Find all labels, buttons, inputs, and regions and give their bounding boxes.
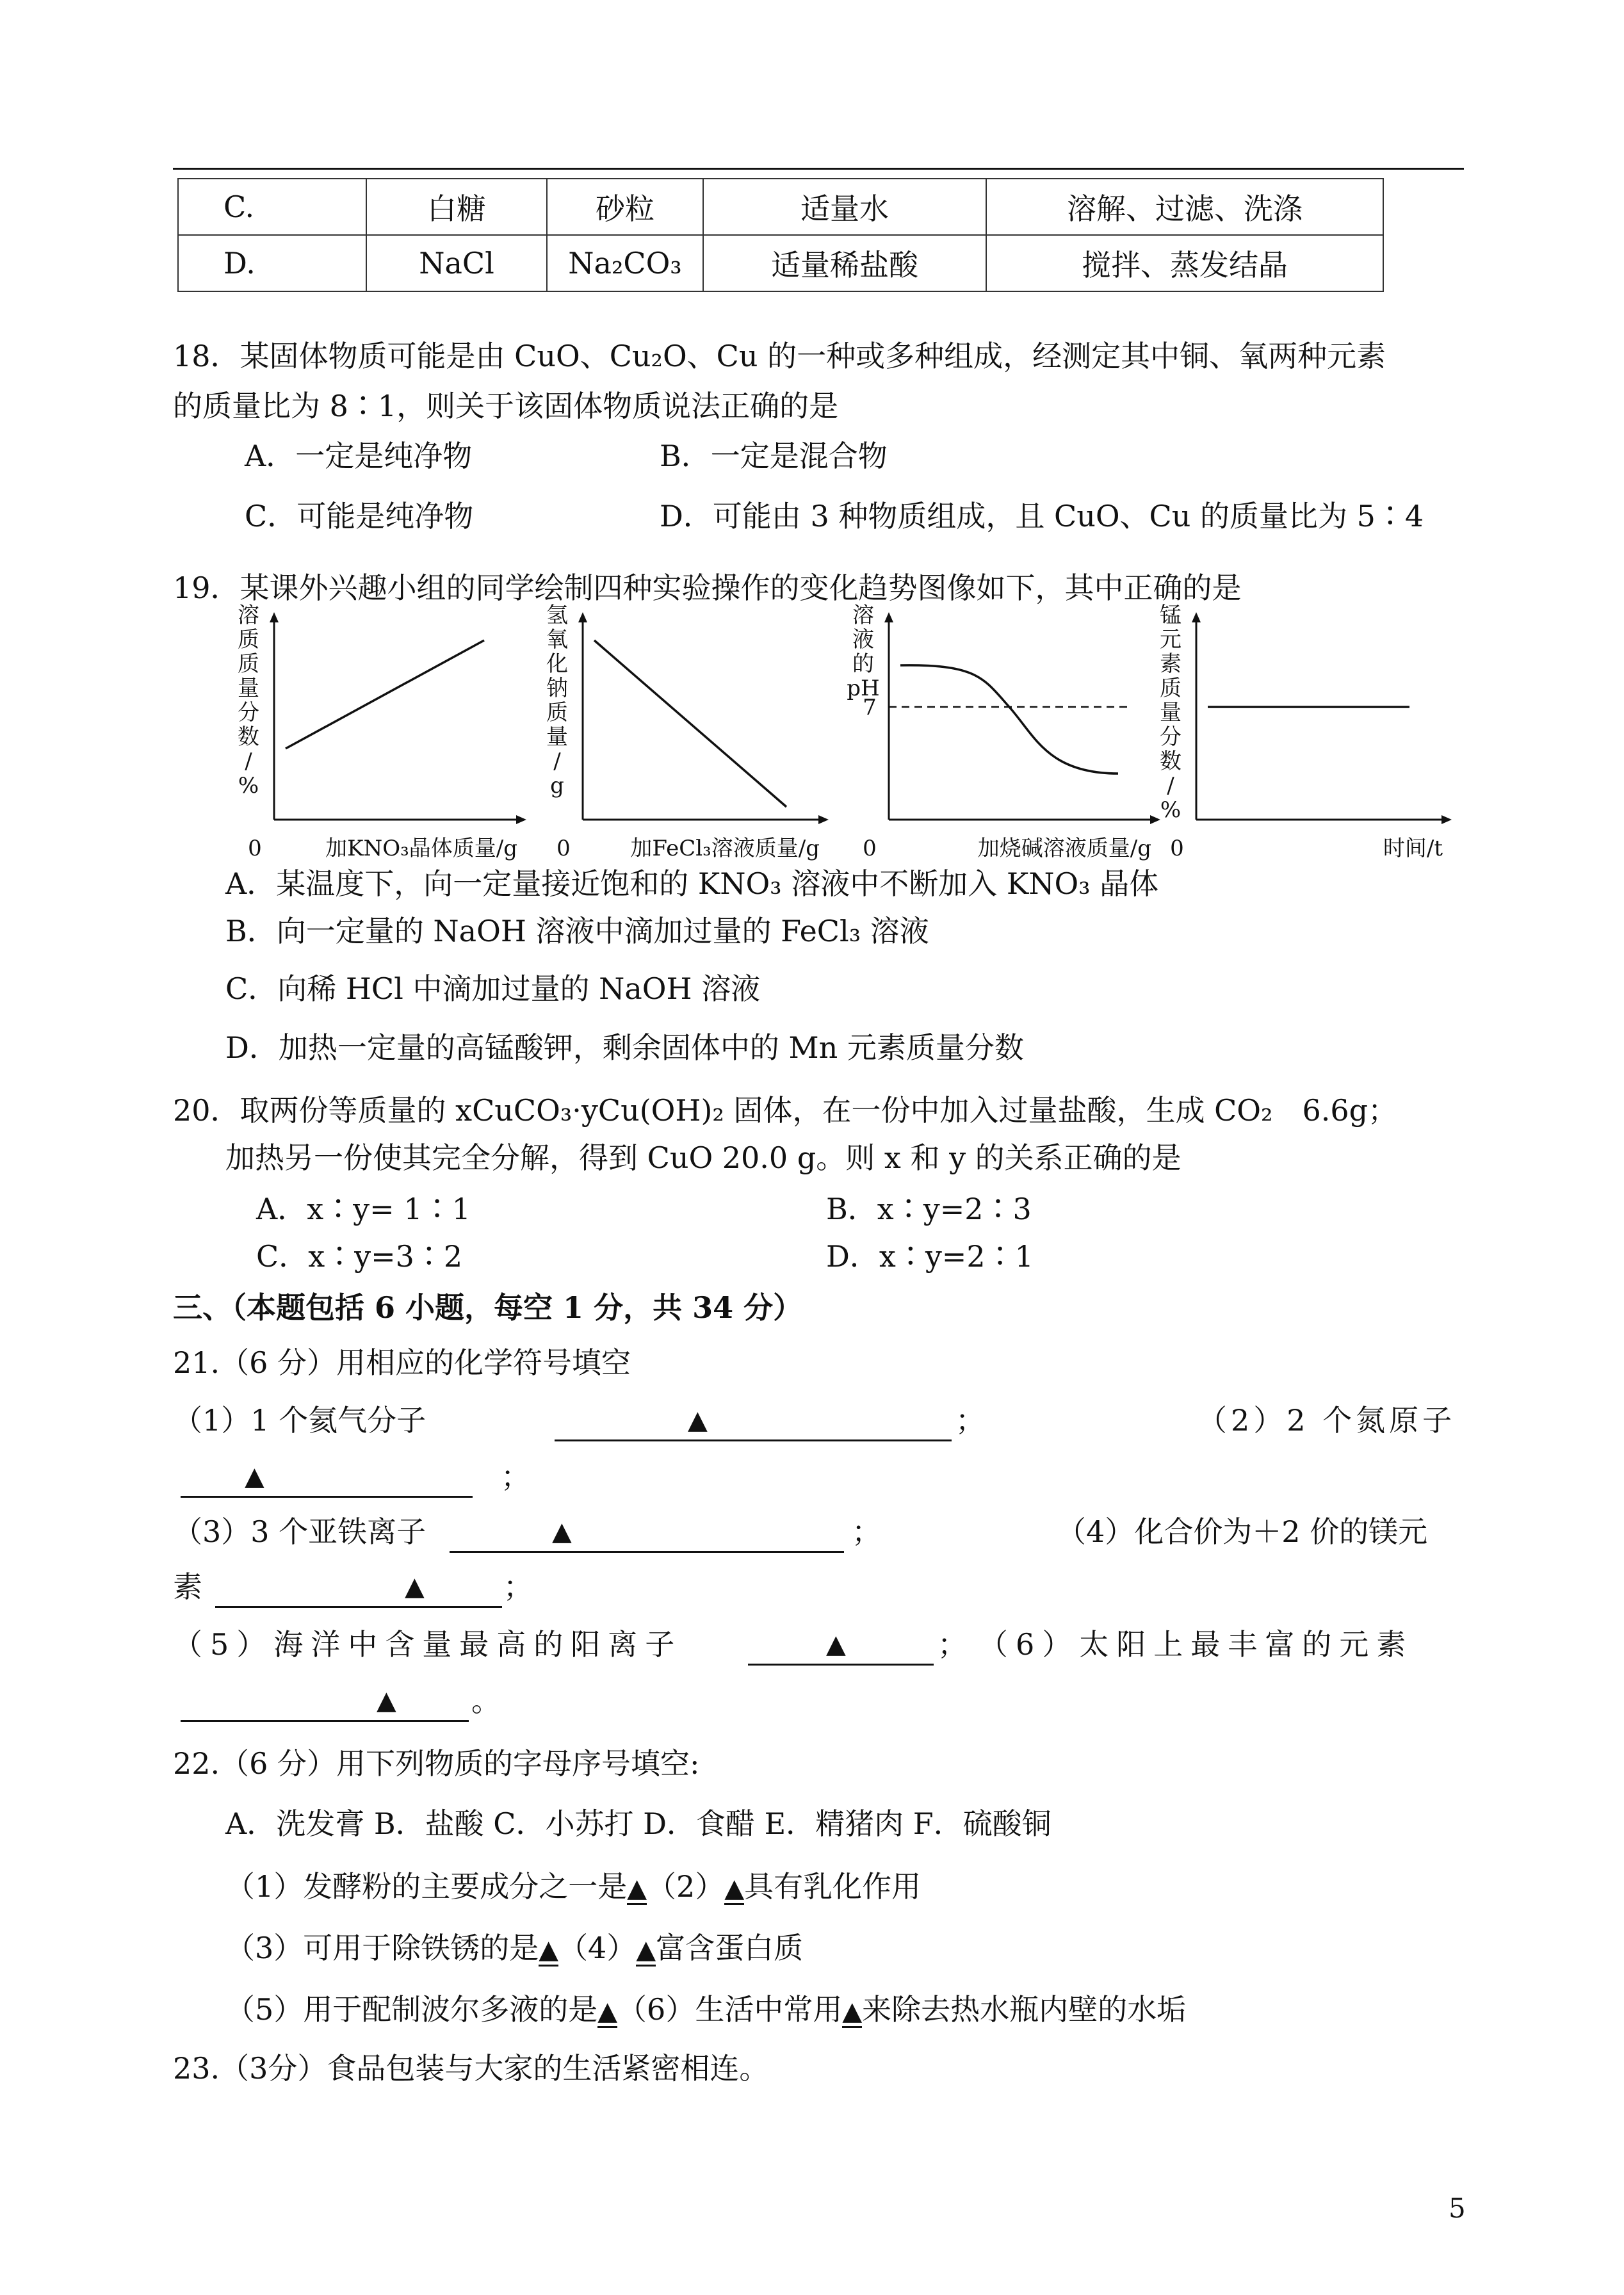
- y-axis-label-char: 溶: [238, 603, 259, 628]
- y-axis-label-char: 质: [238, 627, 259, 653]
- options-table: [177, 178, 1384, 292]
- separator: ；: [852, 1514, 881, 1549]
- series-line: [286, 640, 484, 749]
- chart-panel-4: [1160, 603, 1452, 861]
- answer-marker: ▲: [688, 1406, 708, 1435]
- y-axis-label-char: 量: [1160, 700, 1181, 726]
- trend-charts: [211, 602, 1460, 864]
- q18-option-a: A．一定是纯净物: [245, 439, 473, 473]
- q21-stem: 21.（6 分）用相应的化学符号填空: [173, 1345, 631, 1380]
- y-axis-label-char: 溶: [852, 603, 874, 628]
- q19-stem: 19．某课外兴趣小组的同学绘制四种实验操作的变化趋势图像如下，其中正确的是: [173, 571, 1242, 605]
- y-axis-label-char: /: [1167, 773, 1174, 799]
- y-axis-label-char: g: [550, 773, 564, 799]
- separator: ；: [938, 1627, 967, 1662]
- answer-marker: ▲: [552, 1517, 572, 1546]
- q22-part2-label: （2）: [647, 1869, 725, 1904]
- chart-panel-3: [847, 603, 1160, 861]
- table-cell: 白糖: [366, 179, 547, 235]
- table-cell: 适量稀盐酸: [703, 235, 986, 291]
- q20-option-c: C．x∶y=3∶2: [256, 1239, 463, 1274]
- y-axis-label-char: /: [553, 749, 561, 774]
- q21-part6-label: （6）太阳上最丰富的元素: [978, 1627, 1414, 1662]
- origin-label: 0: [863, 836, 877, 861]
- q20-option-d: D．x∶y=2∶1: [826, 1239, 1034, 1274]
- table-cell: C.: [178, 179, 366, 235]
- section-heading: 三、（本题包括 6 小题，每空 1 分，共 34 分）: [173, 1290, 803, 1325]
- table-cell: D.: [178, 235, 366, 291]
- table-cell: 适量水: [703, 179, 986, 235]
- q20-stem-formula: xCuCO₃·yCu(OH)₂ 固体，在一份中加入过量盐酸，生成 CO₂ 6.6g；: [455, 1093, 1398, 1128]
- answer-marker: ▲: [377, 1686, 396, 1715]
- y-axis-label-char: %: [1160, 797, 1181, 823]
- y-axis-label-char: 锰: [1160, 603, 1181, 628]
- y-axis-arrow: [884, 612, 893, 622]
- answer-marker[interactable]: ▲: [636, 1935, 656, 1967]
- y-axis-label-char: /: [245, 749, 252, 774]
- separator: ；: [503, 1569, 533, 1604]
- table-cell: 搅拌、蒸发结晶: [986, 235, 1383, 291]
- q20-stem-line1: [173, 1091, 1397, 1130]
- q19-option-b: B．向一定量的 NaOH 溶液中滴加过量的 FeCl₃ 溶液: [225, 914, 929, 948]
- y-tick-label: 7: [863, 695, 877, 720]
- q21-part4-label-cont: 素: [173, 1569, 202, 1604]
- y-axis-label-char: %: [238, 773, 259, 799]
- y-axis-label-char: 分: [1160, 724, 1181, 750]
- q22-line3: [225, 1990, 1186, 2031]
- answer-blank[interactable]: [555, 1401, 952, 1441]
- q22-stem: 22.（6 分）用下列物质的字母序号填空:: [173, 1746, 700, 1781]
- q18-option-c: C．可能是纯净物: [245, 499, 474, 533]
- q18-stem-line2: 的质量比为 8∶1，则关于该固体物质说法正确的是: [173, 389, 839, 423]
- x-axis-label: 加FeCl₃溶液质量/g: [630, 836, 820, 861]
- answer-marker[interactable]: ▲: [539, 1935, 558, 1967]
- chart-panel-1: [238, 603, 526, 861]
- q18-stem-line1: 18．某固体物质可能是由 CuO、Cu₂O、Cu 的一种或多种组成，经测定其中铜、氧两种元素: [173, 339, 1386, 373]
- q22-line1: [225, 1867, 921, 1908]
- q22-options: A．洗发膏 B．盐酸 C．小苏打 D．食醋 E．精猪肉 F．硫酸铜: [225, 1806, 1052, 1841]
- y-axis-label-char: 分: [238, 700, 259, 726]
- q21-part2-label: （2）2 个氮原子: [1198, 1403, 1456, 1438]
- y-axis-label-char: 氢: [546, 603, 568, 628]
- q22-part4-label: （4）: [558, 1931, 637, 1965]
- answer-marker[interactable]: ▲: [724, 1874, 744, 1905]
- q21-part1-label: （1）1 个氦气分子: [173, 1403, 426, 1438]
- q22-part6-label: （6）生活中常用: [617, 1992, 843, 2027]
- answer-blank[interactable]: [215, 1568, 502, 1608]
- y-axis-label-char: 数: [1160, 749, 1181, 774]
- period: 。: [471, 1683, 501, 1718]
- q18-option-b: B．一定是混合物: [660, 439, 888, 473]
- y-axis-label-char: 的: [852, 651, 874, 677]
- q19-option-c: C．向稀 HCl 中滴加过量的 NaOH 溶液: [225, 971, 761, 1006]
- answer-marker[interactable]: ▲: [627, 1874, 647, 1905]
- q20-option-b: B．x∶y=2∶3: [826, 1192, 1032, 1226]
- q21-part5-label: （5）海洋中含量最高的阳离子: [173, 1627, 683, 1662]
- origin-label: 0: [248, 836, 262, 861]
- q22-line2: [225, 1929, 803, 1969]
- q20-stem-line2: 加热另一份使其完全分解，得到 CuO 20.0 g。则 x 和 y 的关系正确的是: [225, 1140, 1181, 1175]
- x-axis-arrow: [1441, 815, 1452, 824]
- y-axis-label-char: 数: [238, 724, 259, 750]
- separator: ；: [955, 1403, 985, 1438]
- answer-marker[interactable]: ▲: [842, 1997, 862, 2028]
- y-axis-label-char: 质: [546, 700, 568, 726]
- origin-label: 0: [556, 836, 571, 861]
- x-axis-label: 时间/t: [1383, 836, 1443, 861]
- q21-part1: [173, 1401, 426, 1439]
- q22-part5-label: （5）用于配制波尔多液的是: [225, 1992, 598, 2027]
- q22-part1-label: （1）发酵粉的主要成分之一是: [225, 1869, 628, 1904]
- q19-option-d: D．加热一定量的高锰酸钾，剩余固体中的 Mn 元素质量分数: [225, 1030, 1024, 1065]
- y-axis-label-char: 量: [546, 724, 568, 750]
- y-axis-label-char: 钠: [546, 676, 568, 701]
- y-axis-label-char: 量: [238, 676, 259, 701]
- q22-part4-text: 富含蛋白质: [656, 1931, 804, 1965]
- x-axis-label: 加烧碱溶液质量/g: [977, 836, 1151, 861]
- table-row: [178, 179, 1383, 235]
- q22-part6-text: 来除去热水瓶内壁的水垢: [862, 1992, 1187, 2027]
- series-line: [594, 640, 786, 807]
- q20-option-a: A．x∶y= 1∶1: [256, 1192, 471, 1226]
- q22-part3-label: （3）可用于除铁锈的是: [225, 1931, 539, 1965]
- y-axis-label-char: 化: [546, 651, 568, 677]
- x-axis-arrow: [818, 815, 829, 824]
- q21-part3-label: （3）3 个亚铁离子: [173, 1514, 426, 1549]
- answer-blank[interactable]: [181, 1682, 469, 1722]
- answer-marker: ▲: [245, 1462, 264, 1491]
- table-cell: NaCl: [366, 235, 547, 291]
- answer-blank[interactable]: [450, 1512, 844, 1553]
- x-axis-arrow: [1150, 815, 1160, 824]
- y-axis-label-char: 液: [852, 627, 874, 653]
- y-axis-label-char: 质: [238, 651, 259, 677]
- y-axis-label-char: 质: [1160, 676, 1181, 701]
- q19-option-a: A．某温度下，向一定量接近饱和的 KNO₃ 溶液中不断加入 KNO₃ 晶体: [225, 866, 1159, 901]
- y-axis-arrow: [578, 612, 587, 622]
- x-axis-arrow: [516, 815, 526, 824]
- series-line: [900, 665, 1118, 774]
- chart-panel-2: [546, 603, 829, 861]
- origin-label: 0: [1170, 836, 1184, 861]
- q23-stem: 23.（3分）食品包装与大家的生活紧密相连。: [173, 2051, 769, 2086]
- q20-stem-prefix: 20．取两份等质量的: [173, 1093, 456, 1128]
- table-cell: 溶解、过滤、洗涤: [986, 179, 1383, 235]
- q22-part2-text: 具有乳化作用: [744, 1869, 922, 1904]
- table-row: [178, 235, 1383, 291]
- header-rule: [173, 168, 1464, 170]
- y-axis-arrow: [1192, 612, 1201, 622]
- separator: ；: [501, 1459, 530, 1494]
- y-axis-label-char: pH: [847, 676, 880, 701]
- answer-marker: ▲: [405, 1572, 425, 1602]
- answer-marker: ▲: [826, 1630, 846, 1659]
- y-axis-label-char: 氧: [546, 627, 568, 653]
- q21-part4-label: （4）化合价为＋2 价的镁元: [1057, 1514, 1428, 1549]
- answer-blank[interactable]: [181, 1457, 473, 1498]
- y-axis-label-char: 素: [1160, 651, 1181, 677]
- answer-marker[interactable]: ▲: [597, 1997, 617, 2028]
- q18-option-d: D．可能由 3 种物质组成，且 CuO、Cu 的质量比为 5∶4: [660, 499, 1424, 533]
- y-axis-label-char: 元: [1160, 627, 1181, 653]
- table-cell: Na₂CO₃: [547, 235, 703, 291]
- y-axis-arrow: [270, 612, 279, 622]
- x-axis-label: 加KNO₃晶体质量/g: [325, 836, 517, 861]
- page-number: 5: [1449, 2193, 1466, 2224]
- table-cell: 砂粒: [547, 179, 703, 235]
